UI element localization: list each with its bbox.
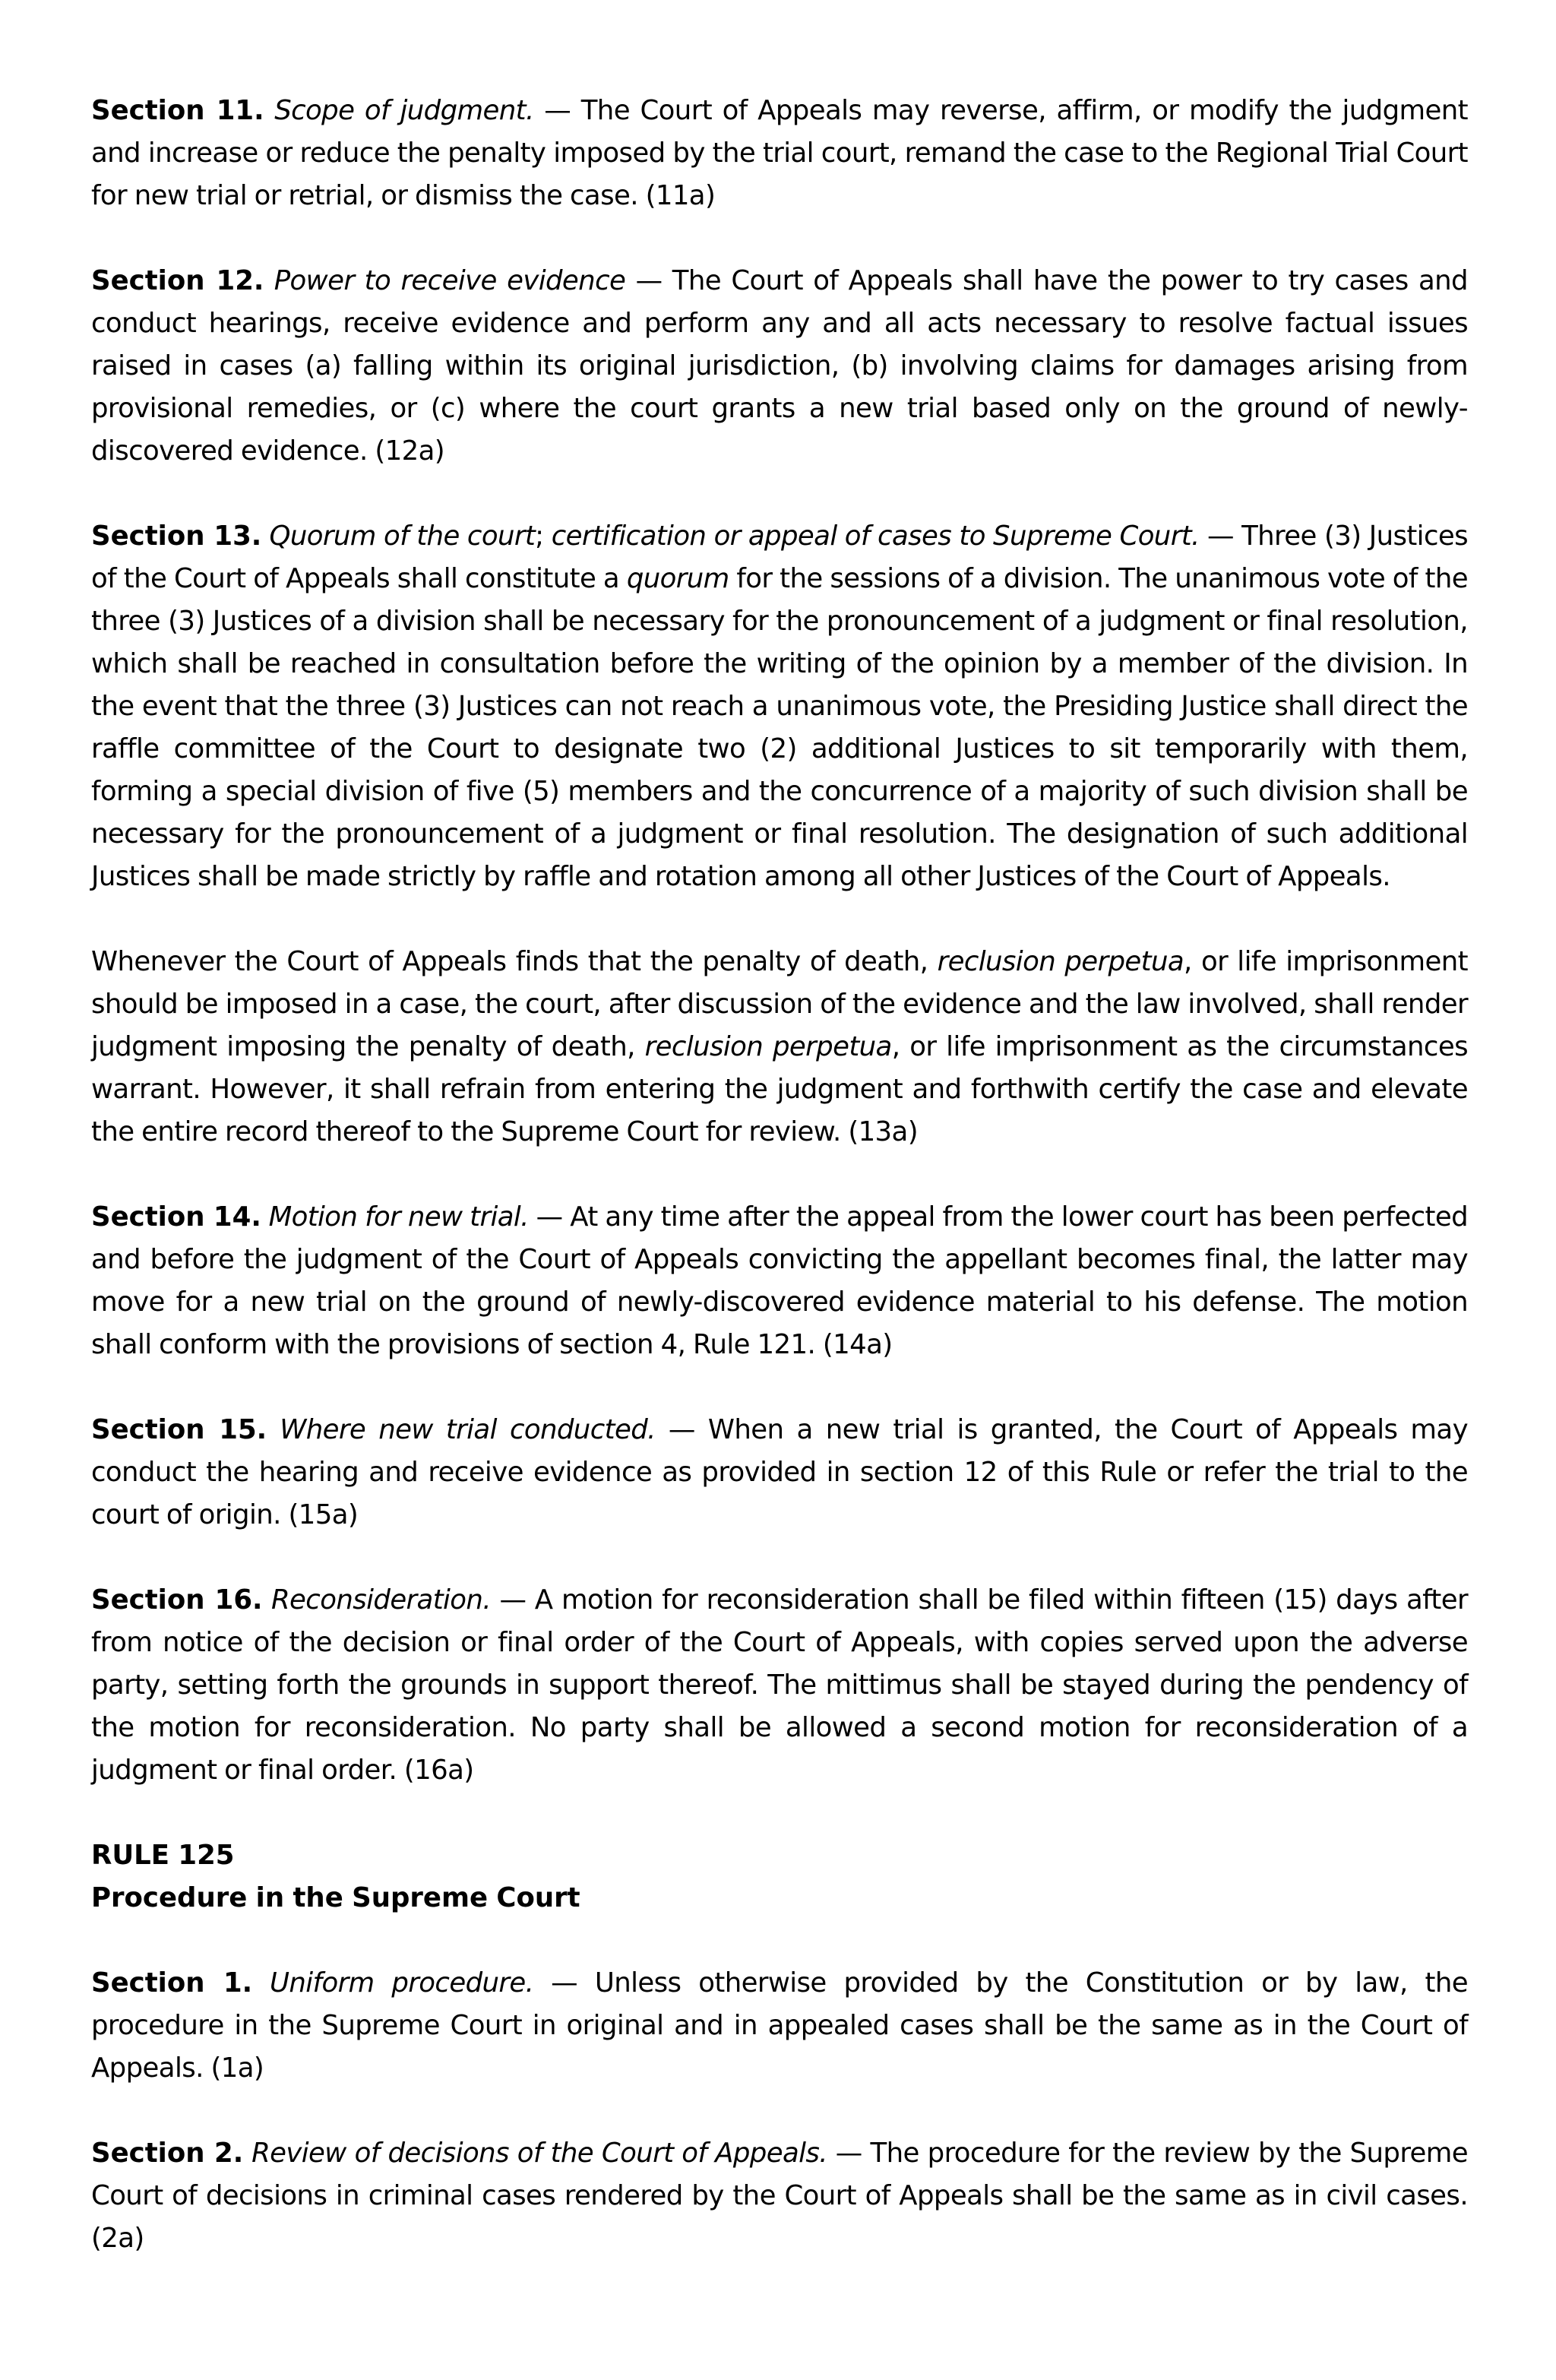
section-title: Reconsideration. [270, 1584, 491, 1616]
section-title: Motion for new trial. [268, 1201, 529, 1233]
section-title-continued: certification or appeal of cases to Supreme Court. [551, 521, 1200, 552]
section-11 [91, 90, 1468, 217]
section-body: — The Court of Appeals shall have the power to try cases and conduct hearings, receive evidence and perform any and all acts necessary to resolve factual issues raised in cases (a) falling within its original jurisdiction, (b) involving claims for damages arising from provisional remedies, or (c) where the court grants a new trial based only on the ground of newly-discovered evidence. (12a) [91, 265, 1468, 467]
paragraph-text: , or life imprisonment as the circumstances warrant. However, it shall refrain from entering the judgment and forthwith certify the case and elevate the entire record thereof to the Supreme Court for review. (13a) [91, 1031, 1468, 1147]
section-title: Quorum of the court [269, 521, 536, 552]
section-13-paragraph-2 [91, 941, 1468, 1154]
section-body: — The Court of Appeals may reverse, affirm, or modify the judgment and increase or reduce the penalty imposed by the trial court, remand the case to the Regional Trial Court for new trial or retrial, or dismiss the case. (11a) [91, 95, 1468, 211]
section-label: Section 15. [91, 1414, 267, 1445]
section-title: Scope of judgment. [274, 95, 534, 126]
rule-125-section-2 [91, 2132, 1468, 2260]
section-label: Section 13. [91, 521, 262, 552]
rule-heading: RULE 125 [91, 1840, 235, 1871]
section-title: Power to receive evidence [274, 265, 626, 296]
rule-subheading: Procedure in the Supreme Court [91, 1882, 580, 1913]
rule-125-heading-block [91, 1834, 1468, 1920]
rule-125-section-1 [91, 1962, 1468, 2090]
section-15 [91, 1409, 1468, 1537]
document-page [91, 90, 1468, 2260]
section-body: — Unless otherwise provided by the Constitution or by law, the procedure in the Supreme Court in original and in appealed cases shall be the same as in the Court of Appeals. (1a) [91, 1967, 1469, 2084]
section-label: Section 2. [91, 2138, 244, 2169]
section-label: Section 11. [91, 95, 264, 126]
quorum-term: quorum [626, 563, 729, 594]
section-body: — At any time after the appeal from the lower court has been perfected and before the judgment of the Court of Appeals convicting the appellant becomes final, the latter may move for a new trial on the ground of newly-discovered evidence material to his defense. The motion shall conform with the provisions of section 4, Rule 121. (14a) [91, 1201, 1469, 1360]
paragraph-text: , or life imprisonment should be imposed in a case, the court, after discussion of the evidence and the law involved, shall render judgment imposing the penalty of death, [91, 946, 1468, 1062]
section-13 [91, 515, 1468, 898]
section-label: Section 12. [91, 265, 264, 296]
reclusion-perpetua-term: reclusion perpetua [937, 946, 1184, 977]
section-title: Uniform procedure. [270, 1967, 534, 1999]
reclusion-perpetua-term: reclusion perpetua [644, 1031, 892, 1062]
section-body: — Three (3) Justices of the Court of Appeals shall constitute a [91, 521, 1468, 594]
title-separator: ; [535, 521, 552, 552]
section-label: Section 14. [91, 1201, 261, 1233]
section-label: Section 16. [91, 1584, 263, 1616]
section-body-continued: for the sessions of a division. The unanimous vote of the three (3) Justices of a division shall be necessary for the pronouncement of a judgment or final resolution, which shall be reached in consultation before the writing of the opinion by a member of the division. In the event that the three (3) Justices can not reach a unanimous vote, the Presiding Justice shall direct the raffle committee of the Court to designate two (2) additional Justices to sit temporarily with them, forming a special division of five (5) members and the concurrence of a majority of such division shall be necessary for the pronouncement of a judgment or final resolution. The designation of such additional Justices shall be made strictly by raffle and rotation among all other Justices of the Court of Appeals. [91, 563, 1468, 892]
paragraph-text: Whenever the Court of Appeals finds that the penalty of death, [91, 946, 938, 977]
section-14 [91, 1196, 1468, 1366]
section-title: Where new trial conducted. [280, 1414, 656, 1445]
section-title: Review of decisions of the Court of Appeals. [251, 2138, 827, 2169]
section-body: — A motion for reconsideration shall be filed within fifteen (15) days after from notice of the decision or final order of the Court of Appeals, with copies served upon the adverse party, setting forth the grounds in support thereof. The mittimus shall be stayed during the pendency of the motion for reconsideration. No party shall be allowed a second motion for reconsideration of a judgment or final order. (16a) [91, 1584, 1468, 1786]
section-body: — The procedure for the review by the Supreme Court of decisions in criminal cases rendered by the Court of Appeals shall be the same as in civil cases. (2a) [91, 2138, 1468, 2254]
section-label: Section 1. [91, 1967, 253, 1999]
section-16 [91, 1579, 1468, 1792]
section-12 [91, 260, 1468, 473]
section-body: — When a new trial is granted, the Court of Appeals may conduct the hearing and receive evidence as provided in section 12 of this Rule or refer the trial to the court of origin. (15a) [91, 1414, 1468, 1530]
